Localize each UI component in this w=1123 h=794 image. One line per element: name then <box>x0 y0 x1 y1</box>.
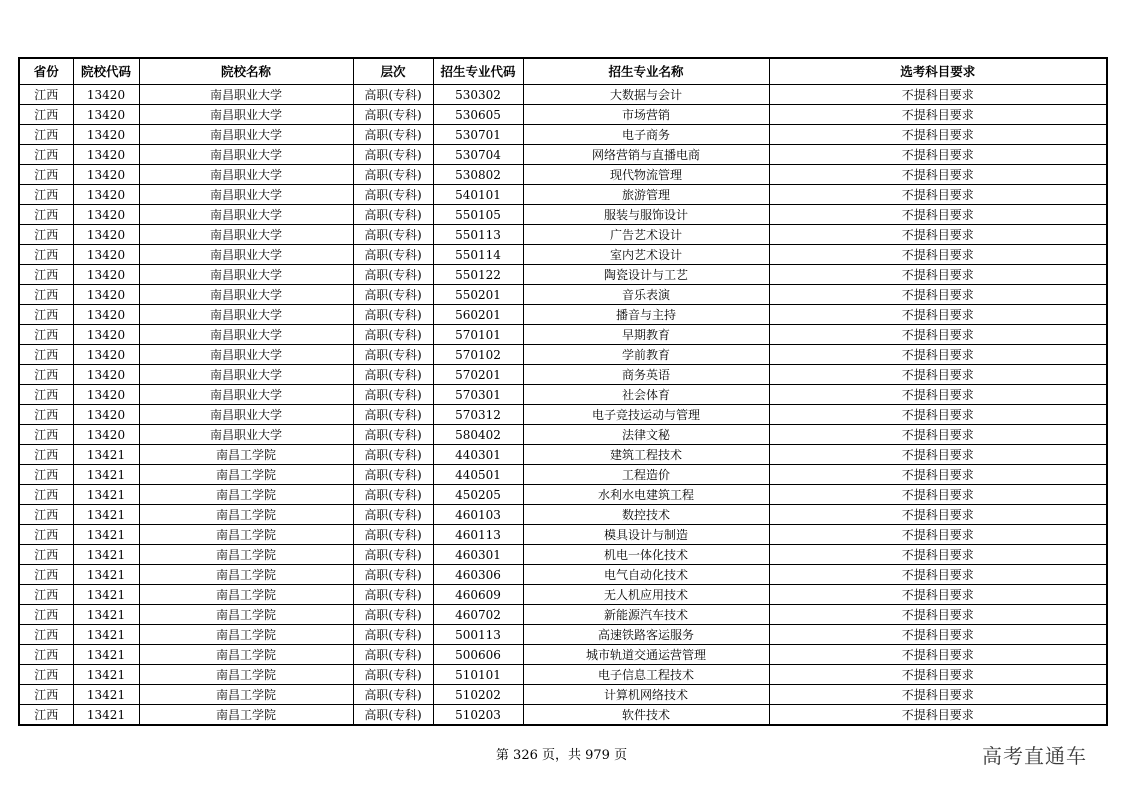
cell-subject-requirement: 不提科目要求 <box>769 685 1107 705</box>
cell-subject-requirement: 不提科目要求 <box>769 325 1107 345</box>
cell-major-name: 早期教育 <box>523 325 769 345</box>
cell-school-code: 13420 <box>73 165 139 185</box>
cell-subject-requirement: 不提科目要求 <box>769 385 1107 405</box>
cell-level: 高职(专科) <box>353 585 433 605</box>
cell-major-code: 550114 <box>433 245 523 265</box>
cell-major-name: 新能源汽车技术 <box>523 605 769 625</box>
cell-level: 高职(专科) <box>353 245 433 265</box>
cell-major-code: 580402 <box>433 425 523 445</box>
cell-major-code: 460103 <box>433 505 523 525</box>
cell-school-code: 13421 <box>73 565 139 585</box>
cell-school-code: 13421 <box>73 705 139 726</box>
cell-major-name: 水利水电建筑工程 <box>523 485 769 505</box>
cell-subject-requirement: 不提科目要求 <box>769 305 1107 325</box>
cell-school-code: 13421 <box>73 625 139 645</box>
cell-major-name: 计算机网络技术 <box>523 685 769 705</box>
cell-level: 高职(专科) <box>353 165 433 185</box>
cell-school-name: 南昌职业大学 <box>139 325 353 345</box>
cell-school-name: 南昌工学院 <box>139 665 353 685</box>
cell-school-name: 南昌职业大学 <box>139 85 353 105</box>
table-body <box>19 85 1107 726</box>
cell-subject-requirement: 不提科目要求 <box>769 465 1107 485</box>
cell-major-code: 530802 <box>433 165 523 185</box>
cell-major-code: 510203 <box>433 705 523 726</box>
cell-major-name: 无人机应用技术 <box>523 585 769 605</box>
cell-level: 高职(专科) <box>353 285 433 305</box>
cell-major-name: 法律文秘 <box>523 425 769 445</box>
cell-subject-requirement: 不提科目要求 <box>769 265 1107 285</box>
cell-school-code: 13420 <box>73 105 139 125</box>
cell-level: 高职(专科) <box>353 465 433 485</box>
cell-major-name: 软件技术 <box>523 705 769 726</box>
cell-major-name: 电子竞技运动与管理 <box>523 405 769 425</box>
cell-major-name: 播音与主持 <box>523 305 769 325</box>
cell-province: 江西 <box>19 365 73 385</box>
cell-level: 高职(专科) <box>353 645 433 665</box>
cell-province: 江西 <box>19 485 73 505</box>
cell-major-code: 570101 <box>433 325 523 345</box>
table-row <box>19 125 1107 145</box>
cell-school-code: 13421 <box>73 585 139 605</box>
cell-subject-requirement: 不提科目要求 <box>769 605 1107 625</box>
cell-school-code: 13420 <box>73 285 139 305</box>
cell-school-code: 13421 <box>73 645 139 665</box>
cell-major-code: 560201 <box>433 305 523 325</box>
table-row <box>19 405 1107 425</box>
cell-major-name: 工程造价 <box>523 465 769 485</box>
cell-major-code: 570312 <box>433 405 523 425</box>
cell-major-name: 现代物流管理 <box>523 165 769 185</box>
cell-province: 江西 <box>19 465 73 485</box>
cell-major-name: 模具设计与制造 <box>523 525 769 545</box>
cell-level: 高职(专科) <box>353 505 433 525</box>
table-row <box>19 625 1107 645</box>
cell-school-name: 南昌工学院 <box>139 525 353 545</box>
cell-subject-requirement: 不提科目要求 <box>769 345 1107 365</box>
cell-subject-requirement: 不提科目要求 <box>769 585 1107 605</box>
table-row <box>19 525 1107 545</box>
cell-major-name: 机电一体化技术 <box>523 545 769 565</box>
cell-subject-requirement: 不提科目要求 <box>769 405 1107 425</box>
cell-school-name: 南昌工学院 <box>139 705 353 726</box>
cell-level: 高职(专科) <box>353 185 433 205</box>
cell-level: 高职(专科) <box>353 85 433 105</box>
table-row <box>19 465 1107 485</box>
cell-province: 江西 <box>19 265 73 285</box>
table-row <box>19 565 1107 585</box>
cell-level: 高职(专科) <box>353 365 433 385</box>
cell-school-name: 南昌工学院 <box>139 485 353 505</box>
cell-level: 高职(专科) <box>353 485 433 505</box>
cell-school-name: 南昌职业大学 <box>139 225 353 245</box>
cell-school-code: 13421 <box>73 545 139 565</box>
cell-major-code: 450205 <box>433 485 523 505</box>
cell-province: 江西 <box>19 125 73 145</box>
cell-major-code: 440501 <box>433 465 523 485</box>
cell-major-name: 大数据与会计 <box>523 85 769 105</box>
cell-province: 江西 <box>19 325 73 345</box>
cell-school-name: 南昌工学院 <box>139 465 353 485</box>
cell-level: 高职(专科) <box>353 625 433 645</box>
cell-province: 江西 <box>19 85 73 105</box>
cell-major-name: 电子商务 <box>523 125 769 145</box>
cell-province: 江西 <box>19 545 73 565</box>
cell-province: 江西 <box>19 705 73 726</box>
cell-subject-requirement: 不提科目要求 <box>769 365 1107 385</box>
cell-level: 高职(专科) <box>353 685 433 705</box>
cell-school-code: 13420 <box>73 305 139 325</box>
cell-school-name: 南昌职业大学 <box>139 265 353 285</box>
table-row <box>19 85 1107 105</box>
cell-province: 江西 <box>19 625 73 645</box>
table-row <box>19 425 1107 445</box>
cell-school-code: 13420 <box>73 345 139 365</box>
header-major-code: 招生专业代码 <box>433 58 523 85</box>
cell-level: 高职(专科) <box>353 225 433 245</box>
cell-school-name: 南昌职业大学 <box>139 185 353 205</box>
table-row <box>19 485 1107 505</box>
header-school-code: 院校代码 <box>73 58 139 85</box>
cell-level: 高职(专科) <box>353 525 433 545</box>
cell-subject-requirement: 不提科目要求 <box>769 105 1107 125</box>
cell-province: 江西 <box>19 665 73 685</box>
cell-province: 江西 <box>19 105 73 125</box>
table-row <box>19 685 1107 705</box>
cell-major-name: 建筑工程技术 <box>523 445 769 465</box>
cell-school-code: 13420 <box>73 425 139 445</box>
cell-major-code: 550122 <box>433 265 523 285</box>
table-row <box>19 185 1107 205</box>
cell-subject-requirement: 不提科目要求 <box>769 165 1107 185</box>
cell-level: 高职(专科) <box>353 545 433 565</box>
cell-subject-requirement: 不提科目要求 <box>769 505 1107 525</box>
cell-major-code: 540101 <box>433 185 523 205</box>
cell-school-name: 南昌工学院 <box>139 585 353 605</box>
cell-province: 江西 <box>19 385 73 405</box>
header-province: 省份 <box>19 58 73 85</box>
cell-subject-requirement: 不提科目要求 <box>769 545 1107 565</box>
cell-subject-requirement: 不提科目要求 <box>769 565 1107 585</box>
table-row <box>19 305 1107 325</box>
cell-subject-requirement: 不提科目要求 <box>769 245 1107 265</box>
table-row <box>19 505 1107 525</box>
cell-province: 江西 <box>19 505 73 525</box>
cell-school-code: 13420 <box>73 385 139 405</box>
table-row <box>19 385 1107 405</box>
cell-subject-requirement: 不提科目要求 <box>769 85 1107 105</box>
cell-level: 高职(专科) <box>353 385 433 405</box>
cell-level: 高职(专科) <box>353 425 433 445</box>
table-row <box>19 145 1107 165</box>
cell-school-code: 13420 <box>73 125 139 145</box>
cell-major-code: 530605 <box>433 105 523 125</box>
cell-school-code: 13420 <box>73 405 139 425</box>
cell-subject-requirement: 不提科目要求 <box>769 145 1107 165</box>
cell-province: 江西 <box>19 205 73 225</box>
cell-major-name: 陶瓷设计与工艺 <box>523 265 769 285</box>
cell-major-name: 城市轨道交通运营管理 <box>523 645 769 665</box>
cell-province: 江西 <box>19 425 73 445</box>
cell-province: 江西 <box>19 445 73 465</box>
cell-major-code: 570102 <box>433 345 523 365</box>
cell-school-code: 13421 <box>73 605 139 625</box>
cell-subject-requirement: 不提科目要求 <box>769 225 1107 245</box>
cell-school-code: 13420 <box>73 365 139 385</box>
cell-school-code: 13421 <box>73 445 139 465</box>
cell-school-name: 南昌职业大学 <box>139 385 353 405</box>
cell-school-name: 南昌职业大学 <box>139 425 353 445</box>
cell-major-name: 旅游管理 <box>523 185 769 205</box>
cell-school-name: 南昌工学院 <box>139 685 353 705</box>
page-number: 第 326 页，共 979 页 <box>495 748 628 763</box>
cell-subject-requirement: 不提科目要求 <box>769 205 1107 225</box>
cell-level: 高职(专科) <box>353 105 433 125</box>
table-row <box>19 645 1107 665</box>
cell-major-name: 数控技术 <box>523 505 769 525</box>
cell-subject-requirement: 不提科目要求 <box>769 125 1107 145</box>
cell-subject-requirement: 不提科目要求 <box>769 625 1107 645</box>
cell-level: 高职(专科) <box>353 145 433 165</box>
cell-level: 高职(专科) <box>353 205 433 225</box>
cell-level: 高职(专科) <box>353 265 433 285</box>
cell-school-code: 13421 <box>73 485 139 505</box>
table-row <box>19 245 1107 265</box>
table-row <box>19 285 1107 305</box>
cell-school-name: 南昌职业大学 <box>139 245 353 265</box>
cell-major-code: 550201 <box>433 285 523 305</box>
cell-school-name: 南昌职业大学 <box>139 365 353 385</box>
cell-province: 江西 <box>19 525 73 545</box>
cell-major-name: 电子信息工程技术 <box>523 665 769 685</box>
cell-subject-requirement: 不提科目要求 <box>769 185 1107 205</box>
cell-major-code: 530704 <box>433 145 523 165</box>
cell-major-code: 460301 <box>433 545 523 565</box>
table-row <box>19 225 1107 245</box>
cell-subject-requirement: 不提科目要求 <box>769 445 1107 465</box>
cell-school-name: 南昌工学院 <box>139 565 353 585</box>
header-subject-requirement: 选考科目要求 <box>769 58 1107 85</box>
cell-province: 江西 <box>19 605 73 625</box>
cell-school-code: 13420 <box>73 205 139 225</box>
table-row <box>19 365 1107 385</box>
admission-table <box>18 57 1108 726</box>
cell-school-code: 13421 <box>73 465 139 485</box>
cell-major-code: 550113 <box>433 225 523 245</box>
cell-major-code: 500113 <box>433 625 523 645</box>
cell-school-code: 13420 <box>73 325 139 345</box>
cell-school-name: 南昌工学院 <box>139 645 353 665</box>
cell-province: 江西 <box>19 245 73 265</box>
cell-school-code: 13420 <box>73 145 139 165</box>
cell-subject-requirement: 不提科目要求 <box>769 705 1107 726</box>
cell-school-code: 13421 <box>73 505 139 525</box>
cell-major-name: 学前教育 <box>523 345 769 365</box>
cell-major-code: 460702 <box>433 605 523 625</box>
cell-major-name: 室内艺术设计 <box>523 245 769 265</box>
cell-level: 高职(专科) <box>353 345 433 365</box>
cell-school-name: 南昌职业大学 <box>139 305 353 325</box>
cell-school-name: 南昌职业大学 <box>139 165 353 185</box>
cell-subject-requirement: 不提科目要求 <box>769 645 1107 665</box>
cell-school-name: 南昌职业大学 <box>139 105 353 125</box>
cell-school-code: 13421 <box>73 685 139 705</box>
cell-major-code: 500606 <box>433 645 523 665</box>
table-row <box>19 585 1107 605</box>
cell-major-code: 460113 <box>433 525 523 545</box>
cell-major-code: 530701 <box>433 125 523 145</box>
cell-school-name: 南昌职业大学 <box>139 285 353 305</box>
cell-province: 江西 <box>19 285 73 305</box>
cell-subject-requirement: 不提科目要求 <box>769 525 1107 545</box>
table-header-row <box>19 58 1107 85</box>
cell-subject-requirement: 不提科目要求 <box>769 485 1107 505</box>
cell-school-name: 南昌职业大学 <box>139 125 353 145</box>
cell-province: 江西 <box>19 145 73 165</box>
cell-school-name: 南昌职业大学 <box>139 405 353 425</box>
cell-major-code: 570301 <box>433 385 523 405</box>
cell-major-name: 高速铁路客运服务 <box>523 625 769 645</box>
cell-major-code: 440301 <box>433 445 523 465</box>
cell-province: 江西 <box>19 685 73 705</box>
cell-province: 江西 <box>19 345 73 365</box>
table-row <box>19 665 1107 685</box>
cell-school-name: 南昌工学院 <box>139 625 353 645</box>
cell-major-name: 电气自动化技术 <box>523 565 769 585</box>
table-row <box>19 705 1107 726</box>
cell-province: 江西 <box>19 185 73 205</box>
cell-subject-requirement: 不提科目要求 <box>769 425 1107 445</box>
cell-major-code: 550105 <box>433 205 523 225</box>
cell-major-code: 510101 <box>433 665 523 685</box>
cell-school-code: 13420 <box>73 265 139 285</box>
table-row <box>19 205 1107 225</box>
cell-level: 高职(专科) <box>353 445 433 465</box>
cell-major-name: 社会体育 <box>523 385 769 405</box>
table-row <box>19 265 1107 285</box>
table-row <box>19 105 1107 125</box>
cell-school-name: 南昌工学院 <box>139 545 353 565</box>
watermark-logo: 高考直通车 <box>982 744 1087 768</box>
cell-province: 江西 <box>19 645 73 665</box>
cell-major-name: 网络营销与直播电商 <box>523 145 769 165</box>
cell-school-code: 13420 <box>73 245 139 265</box>
table-row <box>19 605 1107 625</box>
cell-province: 江西 <box>19 585 73 605</box>
table-row <box>19 345 1107 365</box>
table-row <box>19 165 1107 185</box>
cell-school-code: 13420 <box>73 225 139 245</box>
cell-province: 江西 <box>19 405 73 425</box>
cell-major-name: 商务英语 <box>523 365 769 385</box>
cell-school-name: 南昌职业大学 <box>139 345 353 365</box>
cell-major-name: 音乐表演 <box>523 285 769 305</box>
cell-major-code: 570201 <box>433 365 523 385</box>
cell-province: 江西 <box>19 305 73 325</box>
cell-major-code: 510202 <box>433 685 523 705</box>
cell-school-name: 南昌工学院 <box>139 445 353 465</box>
cell-school-name: 南昌工学院 <box>139 605 353 625</box>
cell-major-name: 市场营销 <box>523 105 769 125</box>
cell-school-code: 13420 <box>73 85 139 105</box>
cell-school-name: 南昌职业大学 <box>139 205 353 225</box>
table-row <box>19 325 1107 345</box>
cell-level: 高职(专科) <box>353 605 433 625</box>
cell-level: 高职(专科) <box>353 325 433 345</box>
cell-major-code: 460609 <box>433 585 523 605</box>
cell-major-code: 460306 <box>433 565 523 585</box>
cell-school-name: 南昌职业大学 <box>139 145 353 165</box>
cell-school-name: 南昌工学院 <box>139 505 353 525</box>
header-major-name: 招生专业名称 <box>523 58 769 85</box>
cell-school-code: 13421 <box>73 525 139 545</box>
cell-level: 高职(专科) <box>353 405 433 425</box>
cell-level: 高职(专科) <box>353 665 433 685</box>
cell-level: 高职(专科) <box>353 125 433 145</box>
cell-level: 高职(专科) <box>353 705 433 726</box>
cell-subject-requirement: 不提科目要求 <box>769 285 1107 305</box>
cell-school-code: 13421 <box>73 665 139 685</box>
cell-province: 江西 <box>19 225 73 245</box>
cell-major-name: 服装与服饰设计 <box>523 205 769 225</box>
cell-subject-requirement: 不提科目要求 <box>769 665 1107 685</box>
cell-major-code: 530302 <box>433 85 523 105</box>
cell-school-code: 13420 <box>73 185 139 205</box>
cell-level: 高职(专科) <box>353 305 433 325</box>
cell-province: 江西 <box>19 165 73 185</box>
cell-major-name: 广告艺术设计 <box>523 225 769 245</box>
header-level: 层次 <box>353 58 433 85</box>
cell-province: 江西 <box>19 565 73 585</box>
cell-level: 高职(专科) <box>353 565 433 585</box>
header-school-name: 院校名称 <box>139 58 353 85</box>
table-row <box>19 545 1107 565</box>
table-row <box>19 445 1107 465</box>
